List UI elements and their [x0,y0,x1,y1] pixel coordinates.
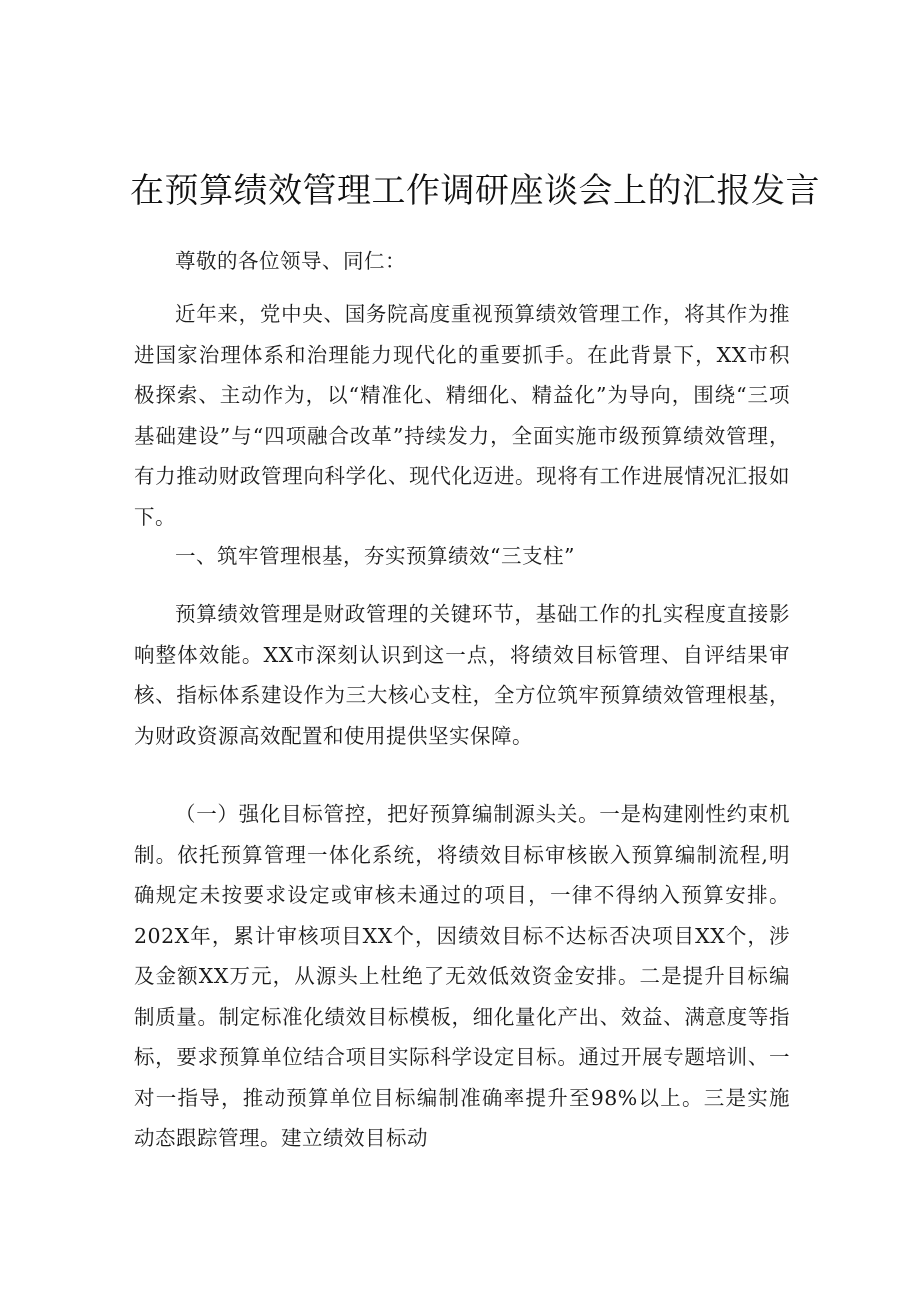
paragraph-section-1-intro: 预算绩效管理是财政管理的关键环节，基础工作的扎实程度直接影响整体效能。XX市深刻认识到这一点，将绩效目标管理、自评结果审核、指标体系建设作为三大核心支柱，全方位筑牢预算绩效管理根基，为财政资源高效配置和使用提供坚实保障。 [134,602,790,748]
paragraph-intro: 近年来，党中央、国务院高度重视预算绩效管理工作，将其作为推进国家治理体系和治理能力现代化的重要抓手。在此背景下，XX市积极探索、主动作为，以“精准化、精细化、精益化”为导向，围绕“三项基础建设”与“四项融合改革”持续发力，全面实施市级预算绩效管理，有力推动财政管理向科学化、现代化迈进。现将有工作进展情况汇报如下。 [134,302,790,529]
paragraph-subsection-1: （一）强化目标管控，把好预算编制源头关。一是构建刚性约束机制。依托预算管理一体化系统，将绩效目标审核嵌入预算编制流程,明确规定未按要求设定或审核未通过的项目，一律不得纳入预算安排。202X年，累计审核项目XX个，因绩效目标不达标否决项目XX个，涉及金额XX万元，从源头上杜绝了无效低效资金安排。二是提升目标编制质量。制定标准化绩效目标模板，细化量化产出、效益、满意度等指标，要求预算单位结合项目实际科学设定目标。通过开展专题培训、一对一指导，推动预算单位目标编制准确率提升至98%以上。三是实施动态跟踪管理。建立绩效目标动 [134,802,790,1150]
document-title: 在预算绩效管理工作调研座谈会上的汇报发言 [130,171,820,211]
salutation: 尊敬的各位领导、同仁： [175,249,406,273]
section-heading-1: 一、筑牢管理根基，夯实预算绩效“三支柱” [175,544,575,568]
